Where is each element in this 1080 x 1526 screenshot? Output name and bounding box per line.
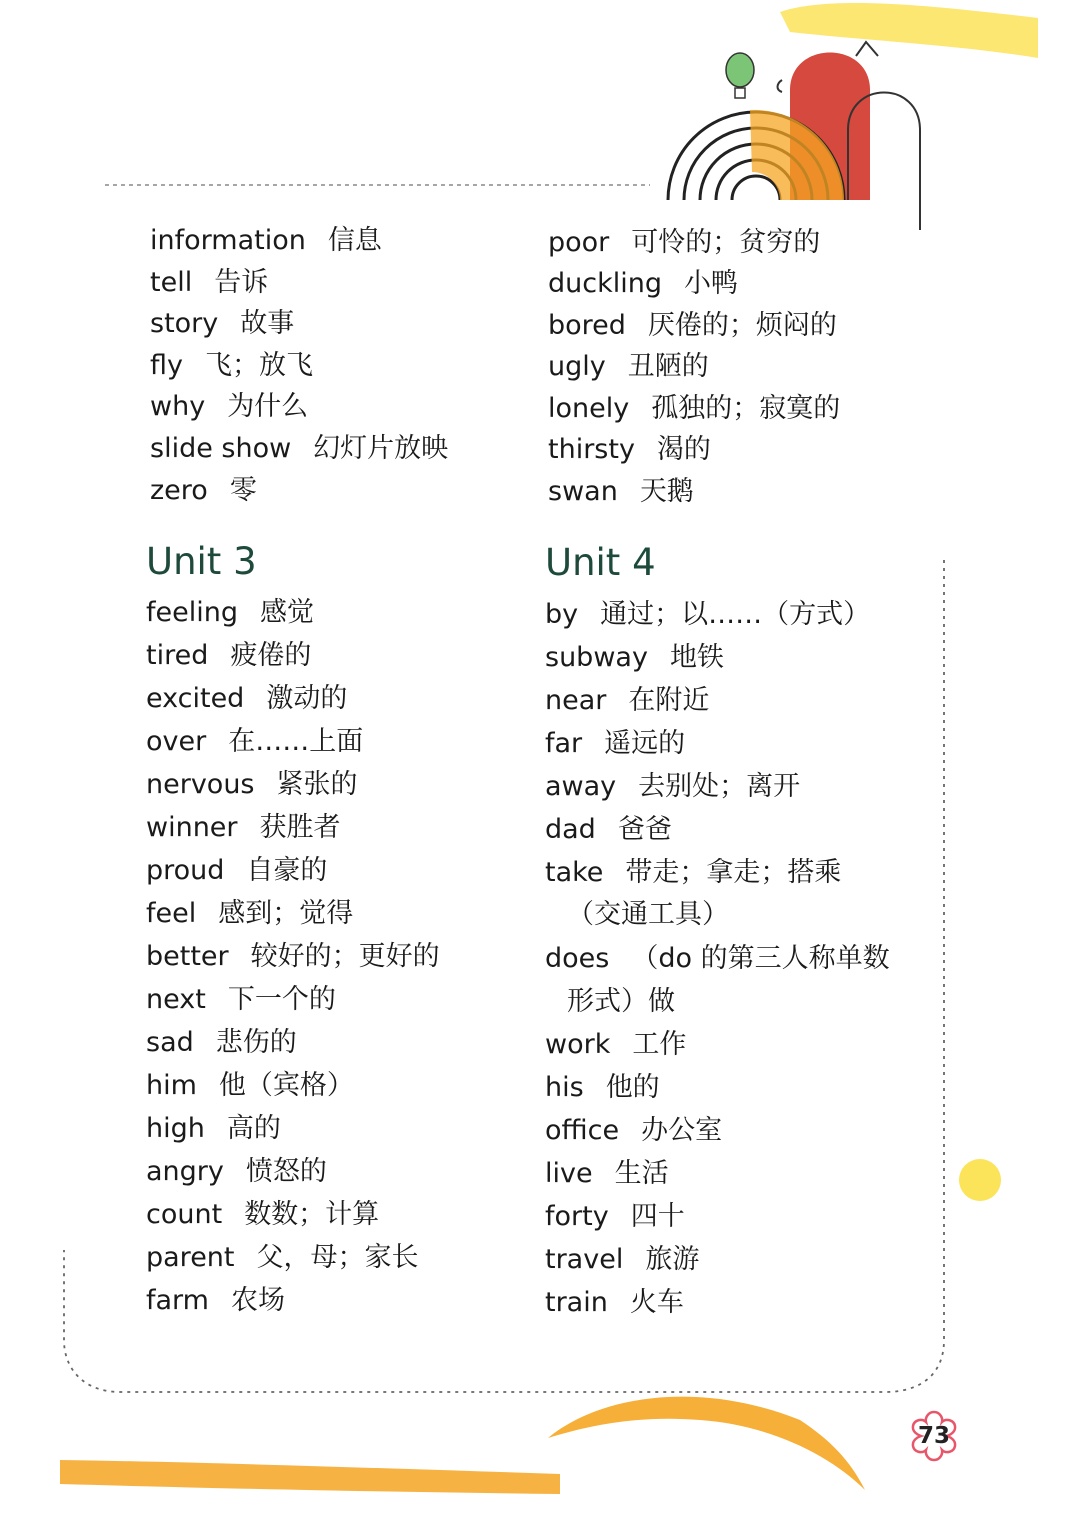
list-item xyxy=(150,224,382,258)
word-english: nervous xyxy=(146,769,255,800)
word-english: tell xyxy=(150,267,193,298)
list-item xyxy=(150,474,257,508)
page-number: 73 xyxy=(917,1423,950,1449)
unit4-title: Unit 4 xyxy=(545,541,656,584)
list-item xyxy=(548,475,694,509)
word-chinese: 遥远的 xyxy=(604,728,686,759)
list-item xyxy=(548,350,709,384)
word-english: away xyxy=(545,771,617,802)
word-english: count xyxy=(146,1199,223,1230)
orange-brush-bottom xyxy=(60,1460,560,1494)
word-english: his xyxy=(545,1072,584,1103)
list-item xyxy=(545,813,672,847)
word-chinese: 去别处；离开 xyxy=(638,771,801,802)
word-chinese: 疲倦的 xyxy=(230,640,312,671)
list-item xyxy=(548,433,711,467)
word-chinese: 零 xyxy=(229,475,257,506)
word-english: live xyxy=(545,1158,593,1189)
word-chinese: 爸爸 xyxy=(617,814,672,845)
word-chinese: 数数；计算 xyxy=(244,1199,380,1230)
word-chinese: 父，母；家长 xyxy=(256,1242,419,1273)
list-item xyxy=(545,1114,722,1148)
word-english: farm xyxy=(146,1285,209,1316)
word-chinese: 农场 xyxy=(230,1285,285,1316)
word-chinese: 激动的 xyxy=(266,683,348,714)
word-english: slide show xyxy=(150,433,292,464)
word-chinese: 工作 xyxy=(632,1029,687,1060)
list-item xyxy=(545,1157,669,1191)
list-item xyxy=(545,641,724,675)
list-item xyxy=(548,267,738,301)
word-english: why xyxy=(150,391,206,422)
word-english: parent xyxy=(146,1242,235,1273)
word-chinese: 在附近 xyxy=(628,685,710,716)
word-english: winner xyxy=(146,812,238,843)
list-item xyxy=(146,682,347,716)
word-chinese: 飞；放飞 xyxy=(205,350,313,381)
list-item xyxy=(150,349,313,383)
word-english: next xyxy=(146,984,206,1015)
word-english: sad xyxy=(146,1027,194,1058)
word-chinese: 告诉 xyxy=(214,267,269,298)
list-item xyxy=(150,432,448,466)
unit3-title: Unit 3 xyxy=(146,540,257,583)
word-english: travel xyxy=(545,1244,624,1275)
word-chinese: 火车 xyxy=(629,1287,684,1318)
word-english: forty xyxy=(545,1201,609,1232)
list-item xyxy=(545,770,800,804)
yellow-brush-top xyxy=(780,3,1038,58)
list-item xyxy=(548,309,837,343)
word-chinese: 高的 xyxy=(226,1113,281,1144)
word-chinese: 感到；觉得 xyxy=(218,898,354,929)
word-english: does xyxy=(545,943,610,974)
list-item xyxy=(146,1026,297,1060)
list-item xyxy=(146,983,336,1017)
word-english: thirsty xyxy=(548,434,635,465)
list-item xyxy=(146,1241,419,1275)
word-chinese: 生活 xyxy=(614,1158,669,1189)
list-item xyxy=(545,598,870,632)
list-item xyxy=(146,1069,354,1103)
word-english: swan xyxy=(548,476,618,507)
word-english: him xyxy=(146,1070,197,1101)
word-chinese: 丑陋的 xyxy=(627,351,709,382)
bird-icon xyxy=(856,42,878,56)
word-english: better xyxy=(146,941,229,972)
word-english: subway xyxy=(545,642,648,673)
word-english: excited xyxy=(146,683,245,714)
word-chinese: 带走；拿走；搭乘 xyxy=(625,857,842,888)
word-chinese: 厌倦的；烦闷的 xyxy=(647,310,837,341)
word-chinese: 获胜者 xyxy=(259,812,341,843)
list-item xyxy=(545,684,709,718)
list-item xyxy=(545,1286,684,1320)
list-item xyxy=(150,390,308,424)
page-number-badge xyxy=(906,1408,962,1464)
list-item xyxy=(146,768,358,802)
word-english: fly xyxy=(150,350,183,381)
word-chinese: 愤怒的 xyxy=(245,1156,327,1187)
list-item xyxy=(150,266,268,300)
word-chinese: 他的 xyxy=(605,1072,660,1103)
list-item xyxy=(146,596,314,630)
list-item xyxy=(146,725,363,759)
word-english: zero xyxy=(150,475,208,506)
list-item xyxy=(146,854,327,888)
word-english: feel xyxy=(146,898,197,929)
word-chinese: 自豪的 xyxy=(246,855,328,886)
list-item xyxy=(545,942,890,976)
word-chinese: 旅游 xyxy=(645,1244,700,1275)
word-chinese: 他（宾格） xyxy=(218,1070,354,1101)
list-item xyxy=(146,940,440,974)
orange-swoosh xyxy=(548,1397,865,1490)
list-item xyxy=(545,1028,686,1062)
word-english: dad xyxy=(545,814,596,845)
word-english: tired xyxy=(146,640,209,671)
word-chinese: 形式）做 xyxy=(567,986,675,1017)
word-chinese: （do 的第三人称单数 xyxy=(631,943,890,974)
word-english: high xyxy=(146,1113,205,1144)
list-item xyxy=(548,392,840,426)
list-item-continuation xyxy=(545,898,729,932)
word-english: near xyxy=(545,685,607,716)
list-item xyxy=(146,639,311,673)
list-item xyxy=(146,1284,285,1318)
list-item xyxy=(545,1071,660,1105)
word-english: story xyxy=(150,308,219,339)
list-item xyxy=(545,856,841,890)
word-chinese: 幻灯片放映 xyxy=(313,433,449,464)
list-item xyxy=(545,1243,699,1277)
word-chinese: 四十 xyxy=(630,1201,685,1232)
list-item xyxy=(146,1198,379,1232)
word-chinese: （交通工具） xyxy=(567,899,729,930)
word-english: office xyxy=(545,1115,620,1146)
word-chinese: 可怜的；贫穷的 xyxy=(631,227,821,258)
word-chinese: 信息 xyxy=(327,225,382,256)
list-item xyxy=(146,811,341,845)
word-english: feeling xyxy=(146,597,238,628)
balloon-icon xyxy=(726,53,754,87)
list-item-continuation xyxy=(545,985,675,1019)
list-item xyxy=(150,307,294,341)
word-chinese: 地铁 xyxy=(669,642,724,673)
word-chinese: 小鸭 xyxy=(684,268,738,299)
word-english: far xyxy=(545,728,583,759)
word-english: information xyxy=(150,225,306,256)
list-item xyxy=(146,897,353,931)
word-english: train xyxy=(545,1287,608,1318)
word-chinese: 通过；以……（方式） xyxy=(600,599,871,630)
word-chinese: 办公室 xyxy=(641,1115,723,1146)
list-item xyxy=(548,226,820,260)
list-item xyxy=(146,1112,281,1146)
word-chinese: 孤独的；寂寞的 xyxy=(651,393,841,424)
word-english: ugly xyxy=(548,351,606,382)
word-english: duckling xyxy=(548,268,662,299)
word-english: take xyxy=(545,857,604,888)
word-chinese: 为什么 xyxy=(227,391,309,422)
word-chinese: 悲伤的 xyxy=(215,1027,297,1058)
word-chinese: 感觉 xyxy=(259,597,314,628)
word-chinese: 天鹅 xyxy=(639,476,694,507)
word-chinese: 紧张的 xyxy=(276,769,358,800)
word-english: over xyxy=(146,726,207,757)
word-english: proud xyxy=(146,855,225,886)
word-english: work xyxy=(545,1029,611,1060)
word-chinese: 较好的；更好的 xyxy=(250,941,440,972)
word-english: by xyxy=(545,599,579,630)
word-chinese: 渴的 xyxy=(656,434,711,465)
list-item xyxy=(545,1200,685,1234)
word-chinese: 下一个的 xyxy=(227,984,336,1015)
word-chinese: 在……上面 xyxy=(228,726,364,757)
yellow-dot xyxy=(959,1159,1001,1201)
word-chinese: 故事 xyxy=(240,308,295,339)
list-item xyxy=(545,727,685,761)
word-english: poor xyxy=(548,227,610,258)
word-english: bored xyxy=(548,310,626,341)
word-english: lonely xyxy=(548,393,630,424)
word-english: angry xyxy=(146,1156,224,1187)
list-item xyxy=(146,1155,327,1189)
